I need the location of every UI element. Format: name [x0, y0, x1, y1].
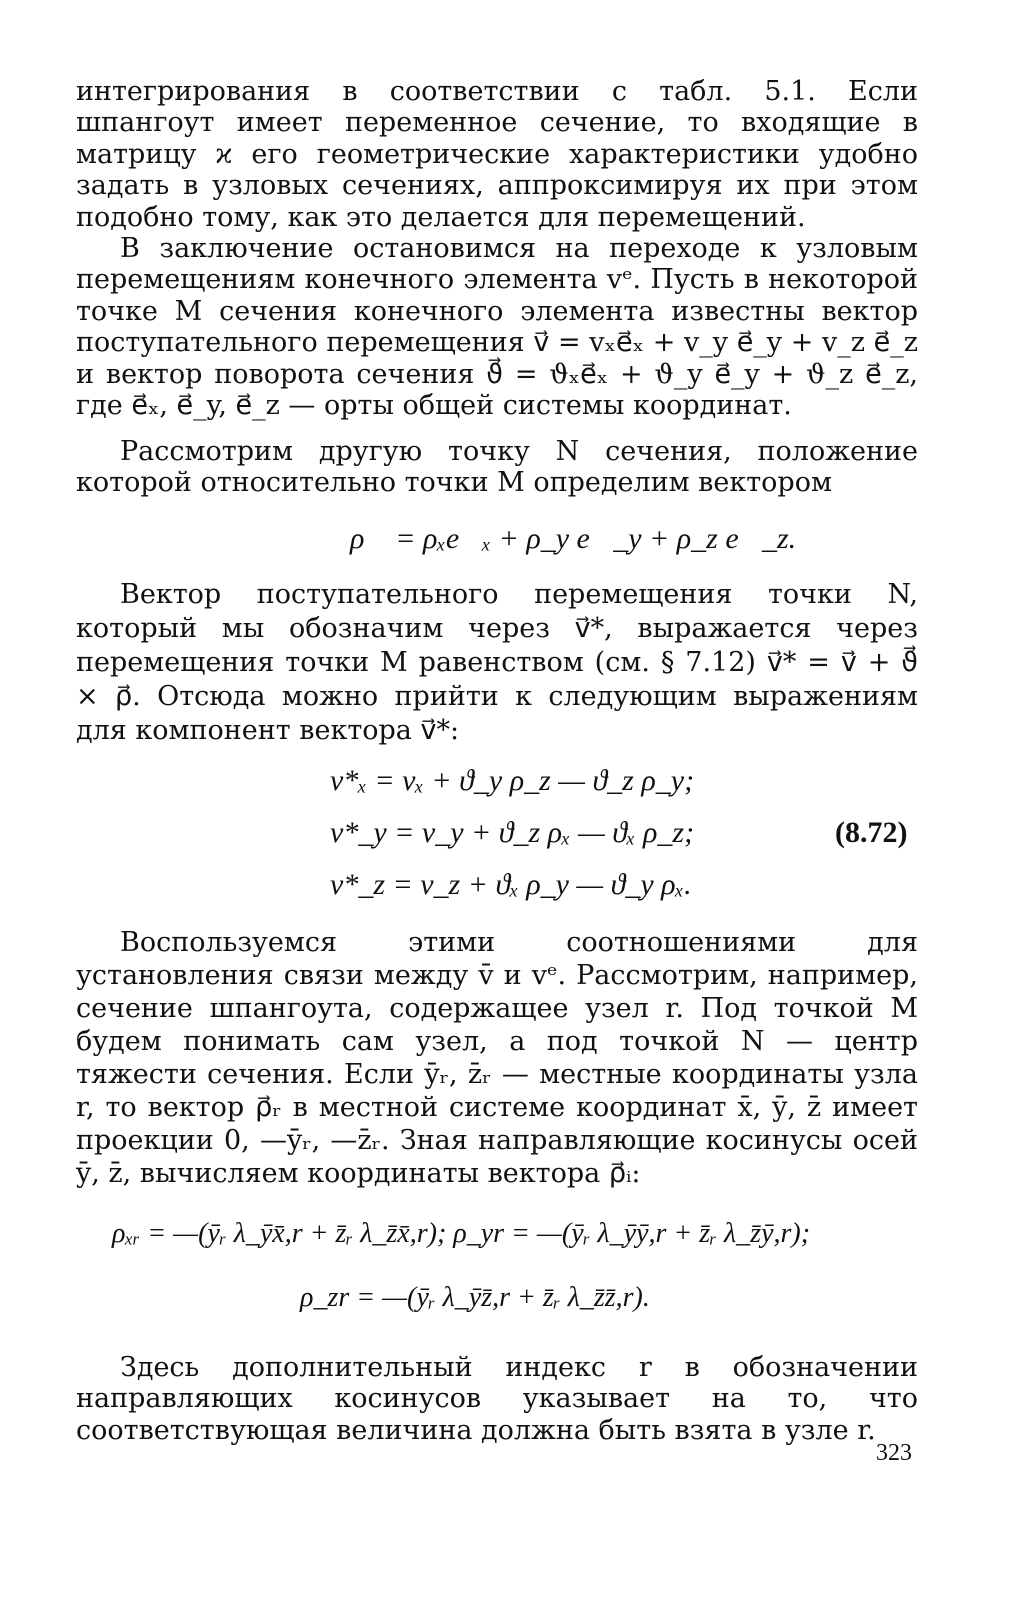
paragraph-relations: Воспользуемся этими соотношениями для установления связи между v̄ и vᵉ. Рассмотрим, например, сечение шпангоута, содержащее узел r. Под точкой M будем понимать сам узел, а под точкой N — центр тяжести сечения. Если ȳᵣ, z̄ᵣ — местные координаты узла r, то вектор ρ⃗ᵣ в местной системе координат x̄, ȳ, z̄ имеет проекции 0, —ȳᵣ, —z̄ᵣ. Зная направляющие косинусы осей ȳ, z̄, вычисляем координаты вектора ρ⃗ᵢ: [76, 927, 918, 1189]
paragraph-translational-vector: Вектор поступательного перемещения точки N, который мы обозначим через v⃗*, выражается через перемещения точки M равенством (см. § 7.12) v⃗* = v⃗ + ϑ⃗ × ρ⃗. Отсюда можно прийти к следующим выражениям для компонент вектора v⃗*: [76, 579, 918, 746]
equation-line-vy: v*_y = v_y + ϑ_z ρₓ — ϑₓ ρ_z; [330, 816, 695, 849]
page-number: 323 [876, 1440, 912, 1466]
paragraph-nodal-displacements: В заключение остановимся на переходе к узловым перемещениям конечного элемента vᵉ. Пусть в некоторой точке M сечения конечного элемента известны вектор поступательного перемещения v⃗ = vₓe⃗ₓ + v_y e⃗_y + v_z e⃗_z и вектор поворота сечения ϑ⃗ = ϑₓe⃗ₓ + ϑ_y e⃗_y + ϑ_z e⃗_z, где e⃗ₓ, e⃗_y, e⃗_z — орты общей системы координат. [76, 233, 918, 422]
equation-number: (8.72) [835, 816, 908, 849]
formula-rho-vector: ρ⃗ = ρₓe⃗ₓ + ρ_y e⃗_y + ρ_z e⃗_z. [350, 522, 797, 555]
equation-8-72 [330, 764, 750, 904]
formula-rho-xr-yr: ρₓᵣ = —(ȳᵣ λ_ȳx̄,r + z̄ᵣ λ_z̄x̄,r); ρ_yr = —(ȳᵣ λ_ȳȳ,r + z̄ᵣ λ_z̄ȳ,r); [112, 1218, 811, 1249]
paragraph-integration: интегрирования в соответствии с табл. 5.1. Если шпангоут имеет переменное сечение, то входящие в матрицу ϰ его геометрические характеристики удобно задать в узловых сечениях, аппроксимируя их при этом подобно тому, как это делается для перемещений. [76, 76, 918, 233]
formula-rho-zr: ρ_zr = —(ȳᵣ λ_ȳz̄,r + z̄ᵣ λ_z̄z̄,r). [300, 1282, 650, 1313]
equation-line-vx: v*ₓ = vₓ + ϑ_y ρ_z — ϑ_z ρ_y; [330, 764, 695, 797]
equation-line-vz: v*_z = v_z + ϑₓ ρ_y — ϑ_y ρₓ. [330, 868, 692, 901]
paragraph-additional-index: Здесь дополнительный индекс r в обозначении направляющих косинусов указывает на то, что соответствующая величина должна быть взята в узле r. [76, 1352, 918, 1446]
paragraph-point-n: Рассмотрим другую точку N сечения, положение которой относительно точки M определим вектором [76, 436, 918, 499]
